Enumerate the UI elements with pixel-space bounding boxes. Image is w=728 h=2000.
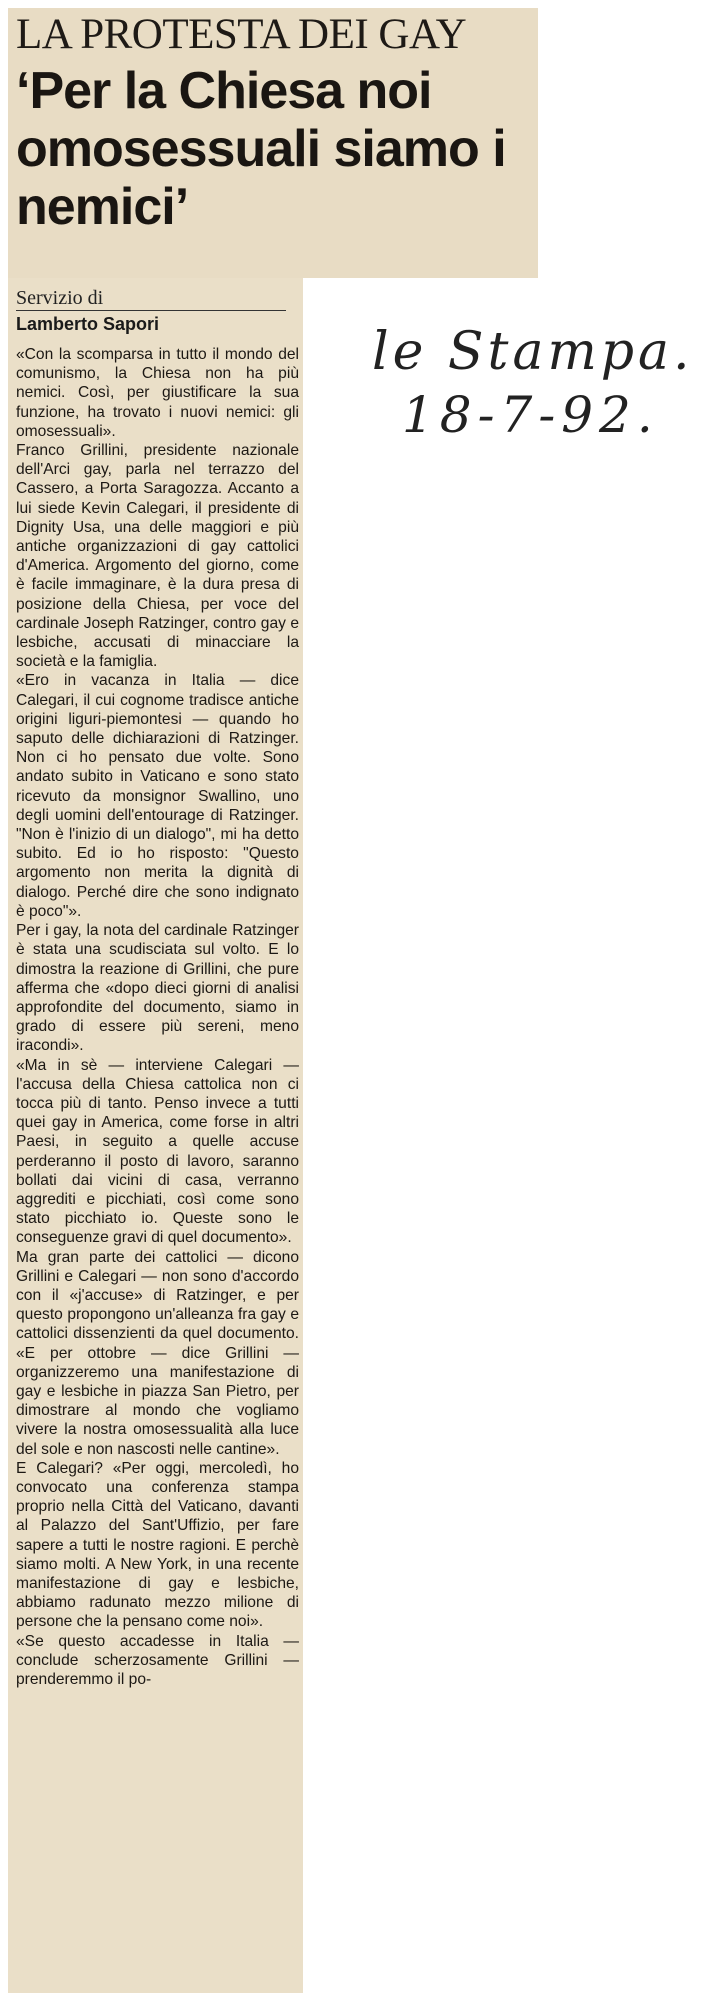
article-paragraph: «Ero in vacanza in Italia — dice Calegari, il cui cognome tradisce antiche origini liguri-piemontesi — quando ho saputo delle dichiarazioni di Ratzinger. Non ci ho pensato due volte. Sono andato subito in Vaticano e sono stato ricevuto da monsignor Swallino, uno degli uomini dell'entourage di Ratzinger. "Non è l'inizio di un dialogo", mi ha detto subito. Ed io ho risposto: "Questo argomento non merita la dignità di dialogo. Perché dire che sono indignato è poco"». (16, 672, 299, 920)
article-paragraph: Franco Grillini, presidente nazionale dell'Arci gay, parla nel terrazzo del Cassero, a Porta Saragozza. Accanto a lui siede Kevin Calegari, il presidente di Dignity Usa, una delle maggiori e più antiche organizzazioni di gay cattolici d'America. Argomento del giorno, come è facile immaginare, è la dura presa di posizione della Chiesa, per voce del cardinale Joseph Ratzinger, contro gay e lesbiche, accusati di minacciare la società e la famiglia. (16, 442, 299, 671)
article-paragraph: «Se questo accadesse in Italia — conclude scherzosamente Grillini — prenderemmo il po- (16, 1632, 299, 1689)
article-paragraph: Ma gran parte dei cattolici — dicono Grillini e Calegari — non sono d'accordo con il «j'accuse» di Ratzinger, e per questo propongono un'alleanza fra gay e cattolici dissenzienti da quel documento. «E per ottobre — dice Grillini — organizzeremo una manifestazione di gay e lesbiche in piazza San Pietro, per dimostrare al mondo che vogliamo vivere la nostra omosessualità alla luce del sole e non nascosti nelle cantine». (16, 1248, 299, 1458)
headline: ‘Per la Chiesa noi omosessuali siamo i nemici’ (16, 62, 506, 236)
article-paragraph: «Ma in sè — interviene Calegari — l'accusa della Chiesa cattolica non ci tocca più di tanto. Penso invece a tutti quei gay in America, come forse in altri Paesi, in seguito a quelle accuse perderanno il posto di lavoro, saranno bollati dai vicini di casa, verranno aggrediti e picchiati, così come sono stato picchiato io. Queste sono le conseguenze gravi di quel documento». (16, 1056, 299, 1247)
handwritten-source: le Stampa. (372, 322, 694, 382)
byline-author: Lamberto Sapori (16, 310, 286, 335)
article-column (8, 278, 303, 1993)
handwritten-date: 18-7-92. (402, 386, 659, 444)
article-paragraph: E Calegari? «Per oggi, mercoledì, ho convocato una conferenza stampa proprio nella Città del Vaticano, davanti al Palazzo del Sant'Uffizio, per fare sapere a tutti le nostre ragioni. E perchè siamo molti. A New York, in una recente manifestazione di gay e lesbiche, abbiamo radunato mezzo milione di persone che la pensano come noi». (16, 1459, 299, 1631)
article-body (16, 345, 299, 1689)
kicker: LA PROTESTA DEI GAY (16, 11, 467, 58)
article-paragraph: «Con la scomparsa in tutto il mondo del comunismo, la Chiesa non ha più nemici. Così, per giustificare la sua funzione, ha trovato i nuovi nemici: gli omosessuali». (16, 346, 299, 440)
article-header (8, 8, 538, 278)
article-paragraph: Per i gay, la nota del cardinale Ratzinger è stata una scudisciata sul volto. E lo dimostra la reazione di Grillini, che pure afferma che «dopo dieci giorni di analisi approfondite del documento, siamo in grado di essere più sereni, meno iracondi». (16, 922, 299, 1055)
byline-service: Servizio di (16, 287, 104, 309)
handwritten-annotation (372, 320, 712, 446)
